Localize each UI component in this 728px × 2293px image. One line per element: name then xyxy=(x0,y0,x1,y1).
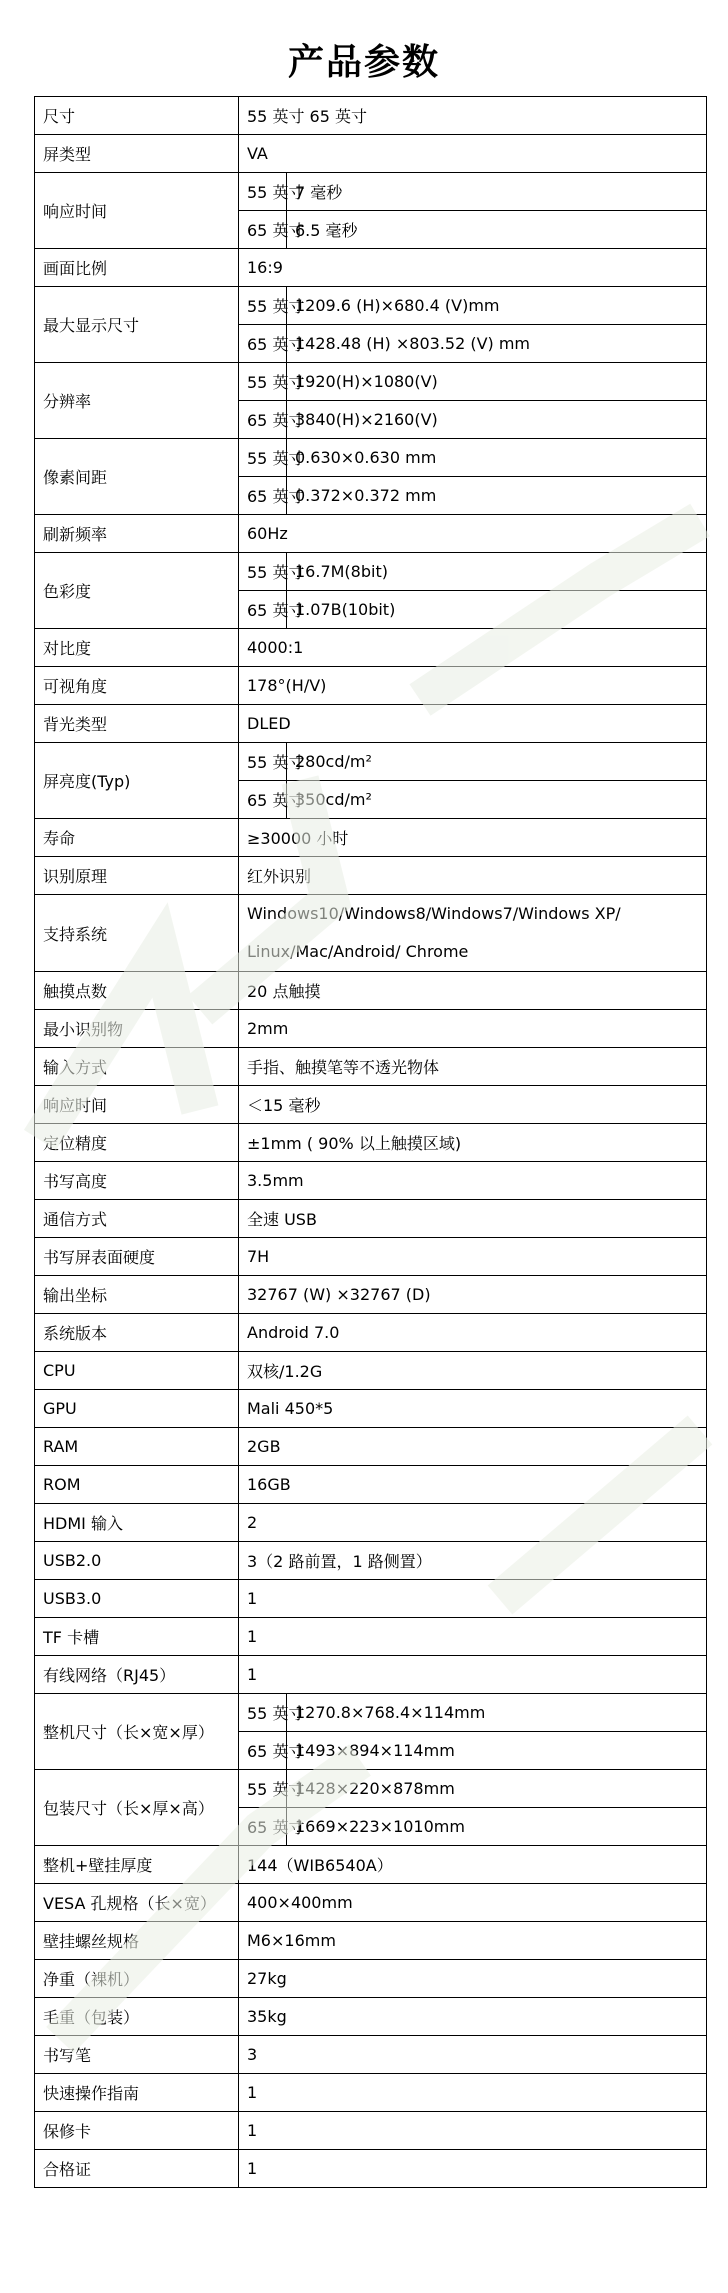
table-row xyxy=(35,1390,707,1428)
spec-value: 1.07B(10bit) xyxy=(287,591,707,629)
spec-size: 65 英寸 xyxy=(239,1732,287,1770)
spec-value: 178°(H/V) xyxy=(239,667,707,705)
spec-value: ±1mm ( 90% 以上触摸区域) xyxy=(239,1124,707,1162)
spec-value: 3（2 路前置，1 路侧置） xyxy=(239,1542,707,1580)
table-row xyxy=(35,2036,707,2074)
spec-value: M6×16mm xyxy=(239,1922,707,1960)
table-row xyxy=(35,857,707,895)
spec-value: Android 7.0 xyxy=(239,1314,707,1352)
spec-label: 毛重（包装） xyxy=(35,1998,239,2036)
table-row xyxy=(35,1884,707,1922)
spec-value: 35kg xyxy=(239,1998,707,2036)
table-row xyxy=(35,1238,707,1276)
table-row xyxy=(35,743,707,781)
spec-value: 红外识别 xyxy=(239,857,707,895)
table-row xyxy=(35,1200,707,1238)
table-row xyxy=(35,2074,707,2112)
spec-value: 1 xyxy=(239,1580,707,1618)
table-row xyxy=(35,629,707,667)
table-row xyxy=(35,1656,707,1694)
spec-size: 65 英寸 xyxy=(239,477,287,515)
spec-label: 支持系统 xyxy=(35,895,239,972)
table-row xyxy=(35,1162,707,1200)
spec-value: 1920(H)×1080(V) xyxy=(287,363,707,401)
spec-value: 280cd/m² xyxy=(287,743,707,781)
table-row xyxy=(35,1466,707,1504)
table-row xyxy=(35,173,707,211)
table-row xyxy=(35,515,707,553)
spec-value: 3.5mm xyxy=(239,1162,707,1200)
spec-label: 有线网络（RJ45） xyxy=(35,1656,239,1694)
spec-value: 全速 USB xyxy=(239,1200,707,1238)
table-row xyxy=(35,1846,707,1884)
spec-value: ≥30000 小时 xyxy=(239,819,707,857)
spec-value: 1 xyxy=(239,2074,707,2112)
spec-size: 55 英寸 xyxy=(239,553,287,591)
spec-value: VA xyxy=(239,135,707,173)
page-title: 产品参数 xyxy=(287,42,440,83)
table-row xyxy=(35,1124,707,1162)
spec-label: 响应时间 xyxy=(35,173,239,249)
spec-label: 定位精度 xyxy=(35,1124,239,1162)
spec-size: 55 英寸 xyxy=(239,1770,287,1808)
spec-value: 55 英寸 65 英寸 xyxy=(239,97,707,135)
table-row xyxy=(35,1694,707,1732)
table-row xyxy=(35,553,707,591)
spec-value: 手指、触摸笔等不透光物体 xyxy=(239,1048,707,1086)
table-row xyxy=(35,287,707,325)
spec-label: 最大显示尺寸 xyxy=(35,287,239,363)
spec-label: 包装尺寸（长×厚×高） xyxy=(35,1770,239,1846)
spec-label: 画面比例 xyxy=(35,249,239,287)
table-row xyxy=(35,819,707,857)
spec-size: 55 英寸 xyxy=(239,287,287,325)
spec-value: 1669×223×1010mm xyxy=(287,1808,707,1846)
spec-value: 1 xyxy=(239,2150,707,2188)
spec-value: 双核/1.2G xyxy=(239,1352,707,1390)
table-row xyxy=(35,1504,707,1542)
table-row xyxy=(35,895,707,972)
spec-value: 2GB xyxy=(239,1428,707,1466)
spec-label: 分辨率 xyxy=(35,363,239,439)
table-row xyxy=(35,2150,707,2188)
spec-size: 55 英寸 xyxy=(239,173,287,211)
spec-label: 寿命 xyxy=(35,819,239,857)
spec-size: 65 英寸 xyxy=(239,401,287,439)
spec-label: USB2.0 xyxy=(35,1542,239,1580)
table-row xyxy=(35,1770,707,1808)
spec-value: 144（WIB6540A） xyxy=(239,1846,707,1884)
spec-value: 27kg xyxy=(239,1960,707,1998)
spec-value: 0.630×0.630 mm xyxy=(287,439,707,477)
table-row xyxy=(35,1960,707,1998)
spec-label: 刷新频率 xyxy=(35,515,239,553)
table-row xyxy=(35,1580,707,1618)
spec-value: ＜15 毫秒 xyxy=(239,1086,707,1124)
spec-value-line: Windows10/Windows8/Windows7/Windows XP/ xyxy=(247,904,621,923)
spec-label: 识别原理 xyxy=(35,857,239,895)
spec-label: 背光类型 xyxy=(35,705,239,743)
spec-value: 16GB xyxy=(239,1466,707,1504)
spec-value: 1 xyxy=(239,2112,707,2150)
table-row xyxy=(35,249,707,287)
spec-label: 响应时间 xyxy=(35,1086,239,1124)
spec-value: 20 点触摸 xyxy=(239,972,707,1010)
spec-label: 通信方式 xyxy=(35,1200,239,1238)
spec-value: 0.372×0.372 mm xyxy=(287,477,707,515)
spec-label: 书写高度 xyxy=(35,1162,239,1200)
table-row xyxy=(35,705,707,743)
spec-label: GPU xyxy=(35,1390,239,1428)
spec-value: 1428.48 (H) ×803.52 (V) mm xyxy=(287,325,707,363)
spec-size: 65 英寸 xyxy=(239,591,287,629)
spec-label: VESA 孔规格（长×宽） xyxy=(35,1884,239,1922)
spec-label: 书写笔 xyxy=(35,2036,239,2074)
spec-label: 合格证 xyxy=(35,2150,239,2188)
spec-value xyxy=(239,895,707,972)
table-row xyxy=(35,972,707,1010)
table-row xyxy=(35,439,707,477)
spec-label: ROM xyxy=(35,1466,239,1504)
spec-value: 7H xyxy=(239,1238,707,1276)
spec-value: 2 xyxy=(239,1504,707,1542)
table-row xyxy=(35,1922,707,1960)
spec-label: 最小识别物 xyxy=(35,1010,239,1048)
spec-size: 65 英寸 xyxy=(239,211,287,249)
table-row xyxy=(35,1618,707,1656)
spec-size: 55 英寸 xyxy=(239,439,287,477)
spec-table xyxy=(34,96,707,2188)
spec-value: 1270.8×768.4×114mm xyxy=(287,1694,707,1732)
table-row xyxy=(35,1276,707,1314)
spec-label: 可视角度 xyxy=(35,667,239,705)
table-row xyxy=(35,97,707,135)
spec-label: RAM xyxy=(35,1428,239,1466)
spec-value: 1209.6 (H)×680.4 (V)mm xyxy=(287,287,707,325)
spec-label: 触摸点数 xyxy=(35,972,239,1010)
spec-label: 色彩度 xyxy=(35,553,239,629)
spec-value: 60Hz xyxy=(239,515,707,553)
spec-label: USB3.0 xyxy=(35,1580,239,1618)
spec-value: 3840(H)×2160(V) xyxy=(287,401,707,439)
spec-label: CPU xyxy=(35,1352,239,1390)
spec-value: Mali 450*5 xyxy=(239,1390,707,1428)
spec-label: HDMI 输入 xyxy=(35,1504,239,1542)
spec-value: 1493×894×114mm xyxy=(287,1732,707,1770)
spec-label: 系统版本 xyxy=(35,1314,239,1352)
spec-value: 3 xyxy=(239,2036,707,2074)
spec-value: 6.5 毫秒 xyxy=(287,211,707,249)
table-row xyxy=(35,363,707,401)
spec-value: 1 xyxy=(239,1618,707,1656)
spec-label: 尺寸 xyxy=(35,97,239,135)
spec-label: TF 卡槽 xyxy=(35,1618,239,1656)
table-row xyxy=(35,1352,707,1390)
spec-size: 65 英寸 xyxy=(239,1808,287,1846)
spec-value: 32767 (W) ×32767 (D) xyxy=(239,1276,707,1314)
spec-label: 对比度 xyxy=(35,629,239,667)
table-row xyxy=(35,2112,707,2150)
table-row xyxy=(35,1428,707,1466)
spec-value: 350cd/m² xyxy=(287,781,707,819)
table-row xyxy=(35,1542,707,1580)
spec-size: 55 英寸 xyxy=(239,743,287,781)
table-row xyxy=(35,1314,707,1352)
table-row xyxy=(35,1998,707,2036)
spec-value: 16.7M(8bit) xyxy=(287,553,707,591)
spec-value: DLED xyxy=(239,705,707,743)
spec-value-line: Linux/Mac/Android/ Chrome xyxy=(247,942,469,961)
spec-value: 2mm xyxy=(239,1010,707,1048)
spec-size: 65 英寸 xyxy=(239,325,287,363)
spec-label: 整机尺寸（长×宽×厚） xyxy=(35,1694,239,1770)
table-row xyxy=(35,1010,707,1048)
spec-value: 4000:1 xyxy=(239,629,707,667)
spec-value: 7 毫秒 xyxy=(287,173,707,211)
spec-label: 屏亮度(Typ) xyxy=(35,743,239,819)
spec-label: 整机+壁挂厚度 xyxy=(35,1846,239,1884)
spec-value: 1 xyxy=(239,1656,707,1694)
spec-value: 16:9 xyxy=(239,249,707,287)
spec-value: 1428×220×878mm xyxy=(287,1770,707,1808)
spec-size: 65 英寸 xyxy=(239,781,287,819)
spec-label: 壁挂螺丝规格 xyxy=(35,1922,239,1960)
table-row xyxy=(35,135,707,173)
spec-label: 屏类型 xyxy=(35,135,239,173)
spec-label: 输出坐标 xyxy=(35,1276,239,1314)
spec-label: 保修卡 xyxy=(35,2112,239,2150)
spec-size: 55 英寸 xyxy=(239,363,287,401)
spec-value: 400×400mm xyxy=(239,1884,707,1922)
spec-label: 书写屏表面硬度 xyxy=(35,1238,239,1276)
table-row xyxy=(35,667,707,705)
spec-label: 净重（裸机） xyxy=(35,1960,239,1998)
spec-size: 55 英寸 xyxy=(239,1694,287,1732)
table-row xyxy=(35,1086,707,1124)
spec-label: 快速操作指南 xyxy=(35,2074,239,2112)
table-row xyxy=(35,1048,707,1086)
spec-label: 像素间距 xyxy=(35,439,239,515)
spec-label: 输入方式 xyxy=(35,1048,239,1086)
